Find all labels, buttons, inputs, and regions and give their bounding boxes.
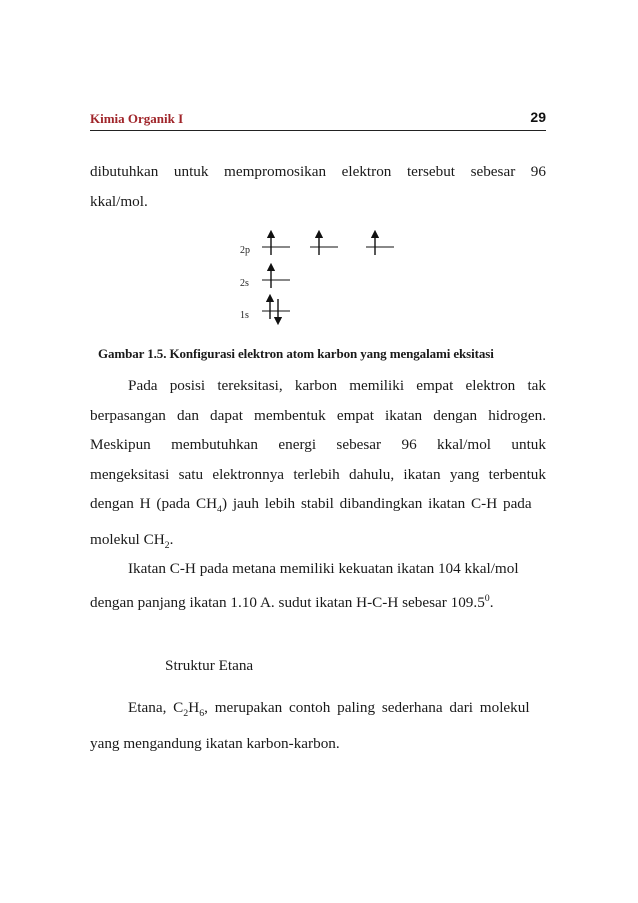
page-header (90, 111, 546, 131)
orbital-2s (262, 267, 290, 288)
paragraph-ethane (90, 693, 546, 758)
subscript: 4 (217, 504, 222, 516)
level-label-2p: 2p (240, 245, 250, 256)
paragraph-line (90, 489, 546, 525)
paragraph-intro (90, 157, 546, 216)
orbital-1s (262, 298, 290, 321)
paragraph-line: kkal/mol. (90, 192, 148, 210)
paragraph-line: Pada posisi tereksitasi, karbon memiliki empat elektron tak (128, 377, 546, 394)
text-run: dengan H (pada CH (90, 495, 218, 512)
paragraph-line: yang mengandung ikatan karbon-karbon. (90, 734, 340, 752)
text-run: ) jauh lebih stabil dibandingkan ikatan C-H pada (221, 495, 532, 512)
header-divider (90, 130, 546, 131)
paragraph-line: mengeksitasi satu elektronnya terlebih dahulu, ikatan yang terbentuk (90, 465, 546, 483)
text-run: molekul CH (90, 530, 165, 548)
subscript: 2 (183, 708, 189, 720)
orbital-2p-3 (366, 234, 394, 255)
subscript: 6 (199, 708, 205, 720)
paragraph-line: berpasangan dan dapat membentuk empat ikatan dengan hidrogen. (90, 406, 546, 424)
text-run: . (169, 530, 174, 548)
level-label-1s: 1s (240, 310, 249, 321)
text-run: Etana, C (128, 699, 184, 716)
paragraph-line (90, 693, 546, 729)
paragraph-line: dibutuhkan untuk mempromosikan elektron tersebut sebesar 96 (90, 163, 546, 180)
orbital-2p-1 (262, 234, 290, 255)
text-run: . (489, 593, 494, 611)
section-heading: Struktur Etana (165, 657, 254, 674)
level-label-2s: 2s (240, 278, 249, 289)
text-run: dengan panjang ikatan 1.10 A. sudut ikatan H-C-H sebesar 109.5 (90, 593, 485, 611)
header-title: Kimia Organik I (90, 111, 184, 126)
text-run: H (188, 699, 200, 716)
paragraph-excitation (90, 371, 546, 560)
orbital-2p-2 (310, 234, 338, 255)
paragraph-line: Ikatan C-H pada metana memiliki kekuatan ikatan 104 kkal/mol (128, 560, 519, 577)
page-number: 29 (530, 109, 546, 125)
subscript: 2 (164, 539, 170, 551)
paragraph-line (90, 584, 546, 618)
paragraph-methane (90, 554, 546, 617)
electron-configuration-diagram (230, 222, 430, 332)
figure-caption: Gambar 1.5. Konfigurasi elektron atom karbon yang mengalami eksitasi (98, 346, 494, 361)
superscript: 0 (484, 592, 490, 604)
paragraph-line: Meskipun membutuhkan energi sebesar 96 kkal/mol untuk (90, 436, 546, 453)
text-run: , merupakan contoh paling sederhana dari molekul (204, 699, 530, 716)
